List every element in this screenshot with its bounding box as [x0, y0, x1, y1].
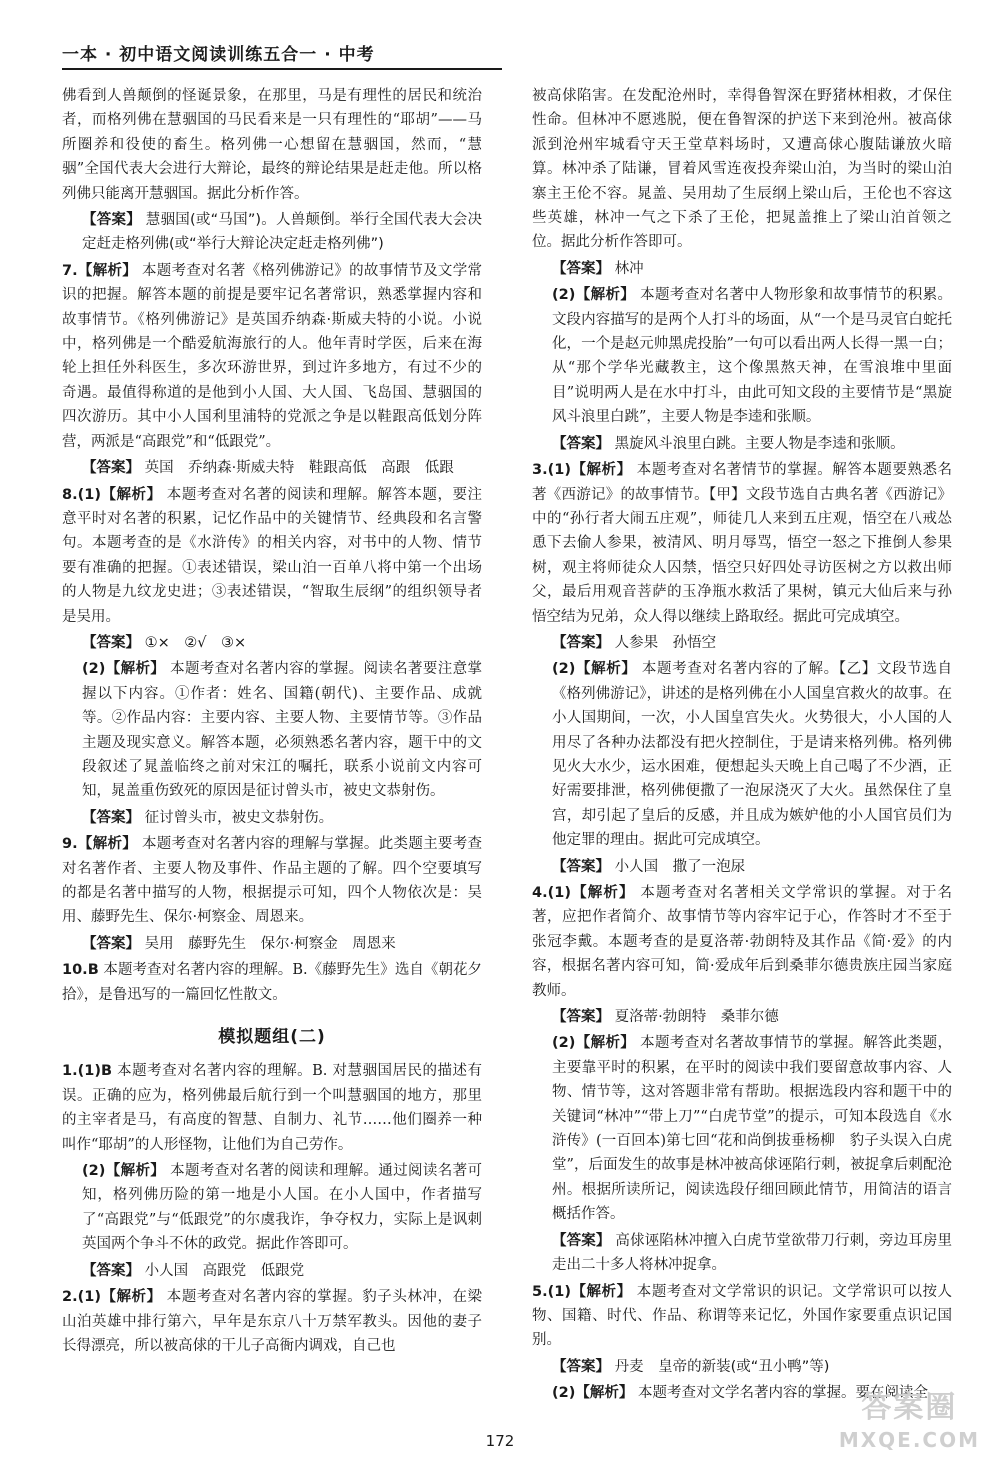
analysis-tag: (2)【解析】 [552, 661, 637, 678]
watermark-url: MXQE.COM [838, 1428, 980, 1452]
answer-block [62, 1259, 482, 1283]
answer-tag: 【答案】 [552, 634, 610, 651]
answer-text: 征讨曾头市，被史文恭射伤。 [144, 809, 334, 826]
answer-tag: 【答案】 [82, 212, 141, 229]
answer-tag: 【答案】 [552, 1009, 610, 1026]
watermark-text: 答案圈 [861, 1390, 958, 1425]
answer-tag: 【答案】 [552, 1232, 611, 1249]
section-title: 模拟题组(二) [218, 1027, 326, 1048]
analysis-tag: (1)【解析】 [547, 462, 632, 479]
body-text: 被高俅陷害。在发配沧州时，幸得鲁智深在野猪林相救，才保住性命。但林冲不愿逃脱，便在鲁智深的护送下来到沧州。被高俅派到沧州牢城看守天王堂草料场时，又遭高俅心腹陆谦放火暗算。林冲杀了陆谦，冒着风雪连夜投奔梁山泊，为当时的梁山泊寨主王伦不容。晁盖、吴用劫了生辰纲上梁山后，王伦也不容这些英雄，林冲一气之下杀了王伦，把晁盖推上了梁山泊首领之位。据此分析作答即可。 [532, 88, 952, 251]
question-item [62, 832, 482, 930]
question-item [62, 958, 482, 1007]
question-item [532, 458, 952, 629]
answer-block [532, 1355, 952, 1379]
paragraph [62, 1159, 482, 1257]
page-number: 172 [485, 1432, 515, 1450]
analysis-tag: B [87, 962, 99, 979]
answer-block [532, 1005, 952, 1029]
body-text: 本题考查对文学常识的识记。文学常识可以按人物、国籍、时代、作品、称谓等来记忆，外国作家要重点识记国别。 [532, 1283, 953, 1349]
question-number: 2. [62, 1289, 78, 1306]
body-text: 本题考查对文学名著内容的掌握。要在阅读全 [637, 1385, 928, 1402]
answer-tag: 【答案】 [552, 1358, 610, 1375]
answer-tag: 【答案】 [82, 1262, 140, 1279]
watermark-logo [839, 1392, 980, 1456]
body-text: 本题考查对名著中人物形象和故事情节的积累。文段内容描写的是两个人打斗的场面，从“一个是马灵官白蛇托化，一个是赵元帅黑虎投胎”一句可以看出两人长得一黑一白；从“那个学华光藏教主，这个像黑熬天神，在雪浪堆中里面目”说明两人是在水中打斗，由此可知文段的主要情节是“黑旋风斗浪里白跳”，主要人物是李逵和张顺。 [552, 287, 953, 426]
left-column [62, 84, 482, 1360]
question-item [532, 881, 952, 1003]
answer-tag: 【答案】 [82, 634, 140, 651]
answer-text: 慧骃国(或“马国”)。人兽颠倒。举行全国代表大会决定赶走格列佛(或“举行大辩论决定赶走格列佛”) [82, 212, 482, 253]
analysis-tag: (1)【解析】 [547, 1283, 632, 1300]
body-text: 本题考查对名著的阅读和理解。解答本题，要注意平时对名著的积累，记忆作品中的关键情节、经典段和名言警句。本题考查的是《水浒传》的相关内容，对书中的人物、情节要有准确的把握。①表述错误，梁山泊一百单八将中第一个出场的人物是九纹龙史进；③表述错误，“智取生辰纲”的组织领导者是吴用。 [62, 486, 483, 625]
paragraph [532, 1031, 952, 1226]
answer-block [532, 631, 952, 655]
answer-text: ①× ②√ ③× [144, 634, 247, 651]
answer-tag: 【答案】 [82, 460, 140, 477]
body-text: 佛看到人兽颠倒的怪诞景象，在那里，马是有理性的居民和统治者，而格列佛在慧骃国的马民看来是一只有理性的“耶胡”——马所圈养和役使的畜生。格列佛一心想留在慧骃国，然而，“慧骃”全国代表大会进行大辩论，最终的辩论结果是赶走他。所以格列佛只能离开慧骃国。据此分析作答。 [62, 88, 482, 202]
analysis-tag: 【解析】 [77, 836, 138, 853]
analysis-tag: (1)【解析】 [77, 1289, 162, 1306]
book-title-header: 一本 · 初中语文阅读训练五合一 · 中考 [62, 45, 375, 65]
question-number: 3. [532, 462, 548, 479]
question-item [62, 1285, 482, 1358]
analysis-tag: (2)【解析】 [552, 1035, 636, 1052]
analysis-tag: (1)B [77, 1063, 113, 1080]
answer-text: 吴用 藤野先生 保尔·柯察金 周恩来 [144, 935, 396, 952]
body-text: 本题考查对名著情节的掌握。解答本题要熟悉名著《西游记》的故事情节。【甲】文段节选自古典名著《西游记》中的“孙行者大闹五庄观”，师徒几人来到五庄观，悟空在八戒怂恿下去偷人参果，被清风、明月辱骂，悟空一怒之下推倒人参果树，观主将师徒众人囚禁，悟空只好四处寻访医树之方以救出师父，最后用观音菩萨的玉净瓶水救活了果树，镇元大仙后来与孙悟空结为兄弟，众人得以继续上路取经。据此可完成填空。 [532, 462, 953, 625]
question-item [532, 1280, 952, 1353]
answer-block [62, 932, 482, 956]
answer-tag: 【答案】 [552, 858, 610, 875]
question-number: 7. [62, 262, 78, 279]
analysis-tag: (2)【解析】 [82, 1163, 166, 1180]
answer-text: 夏洛蒂·勃朗特 桑菲尔德 [614, 1009, 779, 1026]
body-text: 本题考查对名著内容的理解。B.《藤野先生》选自《朝花夕拾》，是鲁迅写的一篇回忆性散文。 [62, 962, 483, 1003]
analysis-tag: (2)【解析】 [552, 287, 636, 304]
body-text: 本题考查对名著内容的了解。【乙】文段节选自《格列佛游记》，讲述的是格列佛在小人国皇宫救火的故事。在小人国期间，一次，小人国皇宫失火。火势很大，小人国的人用尽了各种办法都没有把火控制住，于是请来格列佛。格列佛见火大水少，运水困难，便想起头天晚上自己喝了不少酒，正好需要排泄，格列佛便撒了一泡尿浇灭了大火。虽然保住了皇宫，却引起了皇后的反感，并且成为嫉妒他的小人国官员们为他定罪的理由。据此可完成填空。 [552, 661, 953, 849]
answer-text: 林冲 [614, 260, 644, 277]
answer-text: 英国 乔纳森·斯威夫特 鞋跟高低 高跟 低跟 [144, 460, 454, 477]
body-text: 本题考查对名著相关文学常识的掌握。对于名著，应把作者简介、故事情节等内容牢记于心，作答时才不至于张冠李戴。本题考查的是夏洛蒂·勃朗特及其作品《简·爱》的内容，根据名著内容可知，简·爱成年后到桑菲尔德贵族庄园当家庭教师。 [532, 885, 953, 999]
analysis-tag: (1)【解析】 [77, 486, 162, 503]
answer-block [62, 456, 482, 480]
answer-tag: 【答案】 [82, 935, 140, 952]
analysis-tag: (1)【解析】 [547, 885, 635, 901]
answer-block [62, 208, 482, 257]
answer-tag: 【答案】 [82, 809, 140, 826]
answer-text: 丹麦 皇帝的新装(或“丑小鸭”等) [614, 1358, 830, 1375]
answer-text: 高俅诬陷林冲擅入白虎节堂欲带刀行刺，旁边耳房里走出二十多人将林冲捉拿。 [552, 1232, 953, 1274]
body-text: 本题考查对名著故事情节的掌握。解答此类题，主要靠平时的积累，在平时的阅读中我们要留意故事内容、人物、情节等，这对答题非常有帮助。根据选段内容和题干中的关键词“林冲”“带上刀”“白虎节堂”的提示，可知本段选自《水浒传》(一百回本)第七回“花和尚倒拔垂杨柳 豹子头误入白虎堂”，后面发生的故事是林冲被高俅诬陷行刺，被捉拿后刺配沧州。根据所读所记，阅读选段仔细回顾此情节，用简洁的语言概括作答。 [552, 1035, 953, 1223]
body-text: 本题考查对名著《格列佛游记》的故事情节及文学常识的把握。解答本题的前提是要牢记名著常识，熟悉掌握内容和故事情节。《格列佛游记》是英国乔纳森·斯威夫特的小说。小说中，格列佛是一个酷爱航海旅行的人。他年青时学医，后来在海轮上担任外科医生，多次环游世界，到过许多地方，有过不少的奇遇。最值得称道的是他到小人国、大人国、飞岛国、慧骃国的四次游历。其中小人国利里浦特的党派之争是以鞋跟高低划分阵营，两派是“高跟党”和“低跟党”。 [62, 262, 483, 450]
answer-block [62, 806, 482, 830]
question-number: 8. [62, 486, 78, 503]
header-rule [62, 68, 502, 70]
answer-text: 小人国 撒了一泡尿 [614, 858, 746, 875]
answer-block [532, 855, 952, 879]
body-text: 本题考查对名著内容的理解与掌握。此类题主要考查对名著作者、主要人物及事件、作品主题的了解。四个空要填写的都是名著中描写的人物，根据提示可知，四个人物依次是：吴用、藤野先生、保尔·柯察金、周恩来。 [62, 836, 483, 926]
body-text: 本题考查对名著内容的掌握。阅读名著要注意掌握以下内容。①作者：姓名、国籍(朝代)、主要作品、成就等。②作品内容：主要内容、主要人物、主要情节等。③作品主题及现实意义。解答本题，必须熟悉名著内容，题干中的文段叙述了晁盖临终之前对宋江的嘱托，联系小说前文内容可知，晁盖重伤致死的原因是征讨曾头市，被史文恭射伤。 [82, 661, 483, 800]
paragraph [532, 657, 952, 852]
question-item [62, 1059, 482, 1157]
paragraph [532, 283, 952, 429]
paragraph [532, 84, 952, 255]
question-number: 1. [62, 1063, 78, 1080]
body-text: 本题考查对名著内容的理解。B. 对慧骃国居民的描述有误。正确的应为，格列佛最后航行到一个叫慧骃国的地方，那里的主宰者是马，有高度的智慧、自制力、礼节……他们圈养一种叫作“耶胡”的人形怪物，让他们为自己劳作。 [62, 1063, 482, 1153]
answer-block [532, 432, 952, 456]
answer-text: 黑旋风斗浪里白跳。主要人物是李逵和张顺。 [614, 435, 905, 452]
answer-block [62, 631, 482, 655]
answer-tag: 【答案】 [552, 260, 610, 277]
paragraph [62, 657, 482, 803]
answer-block [532, 1229, 952, 1278]
question-item [62, 483, 482, 629]
answer-text: 小人国 高跟党 低跟党 [144, 1262, 305, 1279]
body-text: 本题考查对名著的阅读和理解。通过阅读名著可知，格列佛历险的第一地是小人国。在小人国中，作者描写了“高跟党”与“低跟党”的尔虞我诈，争夺权力，实际上是讽刺英国两个争斗不休的政党。据此作答即可。 [82, 1163, 483, 1253]
question-number: 4. [532, 885, 548, 901]
question-number: 10. [62, 962, 88, 979]
analysis-tag: (2)【解析】 [82, 661, 166, 678]
right-column [532, 84, 952, 1408]
analysis-tag: 【解析】 [77, 262, 138, 279]
question-item [62, 259, 482, 454]
paragraph [62, 84, 482, 206]
analysis-tag: (2)【解析】 [552, 1385, 634, 1402]
answer-tag: 【答案】 [552, 435, 610, 452]
question-number: 5. [532, 1283, 548, 1300]
answer-text: 人参果 孙悟空 [614, 634, 717, 651]
question-number: 9. [62, 836, 78, 853]
answer-block [532, 257, 952, 281]
body-text: 本题考查对名著内容的掌握。豹子头林冲，在梁山泊英雄中排行第六，早年是东京八十万禁军教头。因他的妻子长得漂亮，所以被高俅的干儿子高衙内调戏，自己也 [62, 1289, 483, 1354]
